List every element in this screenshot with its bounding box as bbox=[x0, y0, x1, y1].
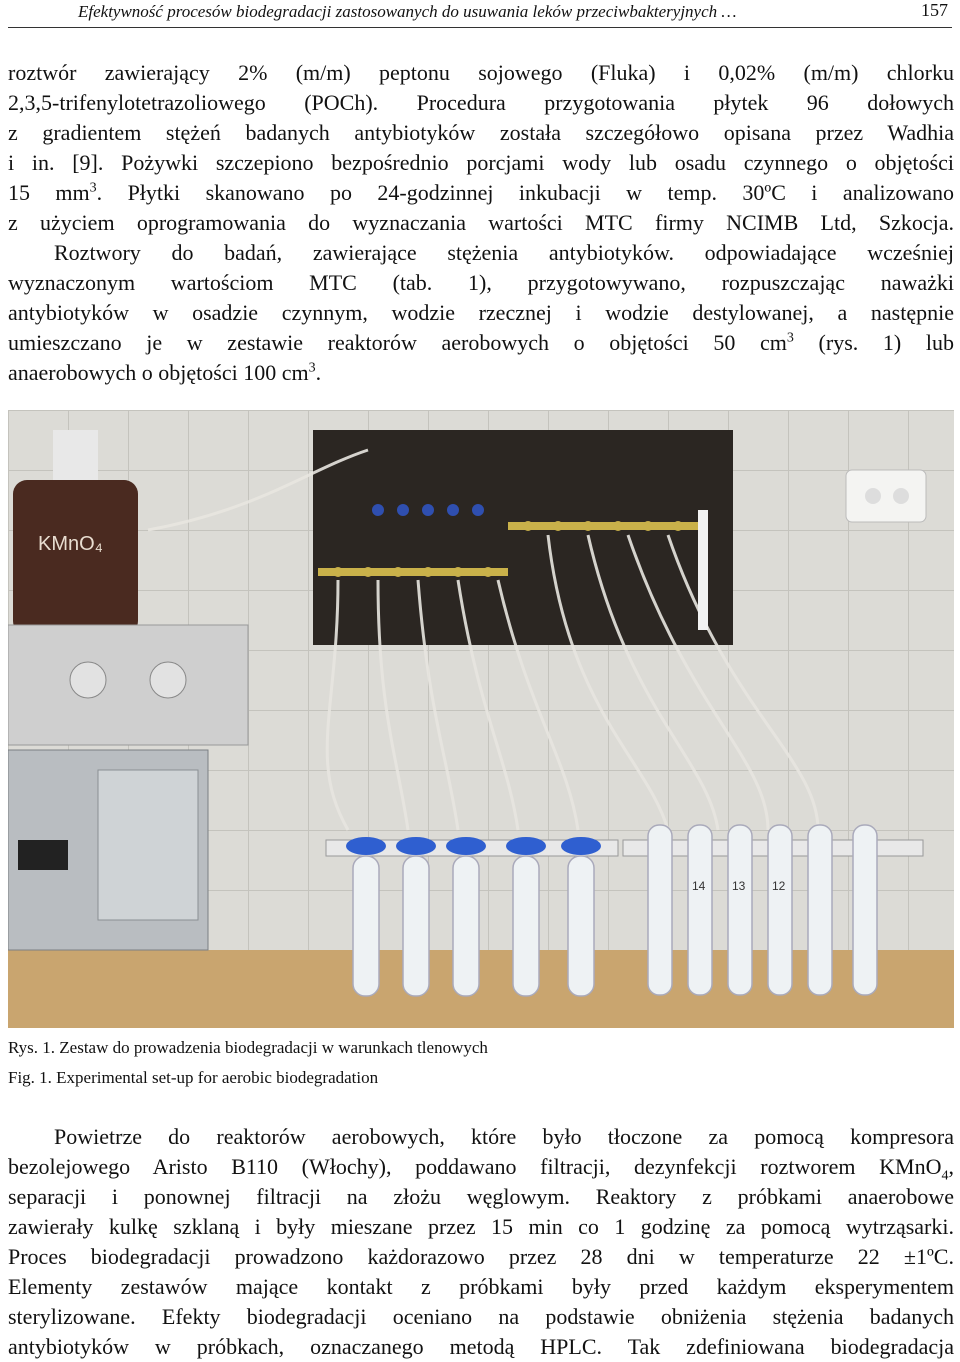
figure-caption-en: Fig. 1. Experimental set-up for aerobic biodegradation bbox=[8, 1068, 379, 1087]
text-line: roztwór zawierający 2% (m/m) peptonu sojowego (Fluka) i 0,02% (m/m) chlorku bbox=[8, 60, 954, 85]
text-line: sterylizowane. Efekty biodegradacji oceniano na podstawie obniżenia stężenia badanych bbox=[8, 1304, 954, 1329]
figure-caption-pl: Rys. 1. Zestaw do prowadzenia biodegradacji w warunkach tlenowych bbox=[8, 1038, 488, 1057]
tube-number: 14 bbox=[692, 879, 706, 893]
text-line: 15 $mm^3$. Płytki skanowano po 24-godzinnej inkubacji w temp. 30ºC i analizowano bbox=[8, 180, 954, 205]
text-line: Powietrze do reaktorów aerobowych, które było tłoczone za pomocą kompresora bbox=[54, 1124, 954, 1149]
thermometer bbox=[698, 510, 708, 630]
text-line: anaerobowych o objętości 100 $cm^3$. bbox=[8, 360, 322, 385]
kmno4-bottle bbox=[13, 480, 138, 635]
text-line: wyznaczonym wartościom MTC (tab. 1), przygotowywano, rozpuszczając naważki bbox=[8, 270, 954, 295]
text-line: antybiotyków w próbkach, oznaczanego metodą HPLC. Tak zdefiniowana biodegradacja bbox=[8, 1334, 954, 1359]
text-line: i in. [9]. Pożywki szczepiono bezpośrednio porcjami wody lub osadu czynnego o objętości bbox=[8, 150, 954, 175]
text-line: z użyciem oprogramowania do wyznaczania wartości MTC firmy NCIMB Ltd, Szkocja. bbox=[8, 210, 954, 235]
text-line: 2,3,5-trifenylotetrazoliowego (POCh). Procedura przygotowania płytek 96 dołowych bbox=[8, 90, 954, 115]
compressor-panel bbox=[8, 625, 248, 745]
text-line: Elementy zestawów mające kontakt z próbkami były przed każdym eksperymentem bbox=[8, 1274, 954, 1299]
text-line: Proces biodegradacji prowadzono każdorazowo przez 28 dni w temperaturze 22 ±1ºC. bbox=[8, 1244, 954, 1269]
tube-number: 12 bbox=[772, 879, 786, 893]
text-line: umieszczano je w zestawie reaktorów aerobowych o objętości 50 $cm^3$ (rys. 1) lub bbox=[8, 330, 954, 355]
tube-number: 13 bbox=[732, 879, 746, 893]
text-line: separacji i ponownej filtracji na złożu węglowym. Reaktory z próbkami anaerobowe bbox=[8, 1184, 954, 1209]
text-line: zawierały kulkę szklaną i były mieszane przez 15 min co 1 godzinę za pomocą wytrząsarki. bbox=[8, 1214, 954, 1239]
aerobic-setup-photo bbox=[8, 410, 954, 1028]
wall-outlet bbox=[846, 470, 926, 522]
text-line: z gradientem stężeń badanych antybiotyków została szczegółowo opisana przez Wadhia bbox=[8, 120, 954, 145]
bottle-label: KMnO₄ bbox=[38, 533, 103, 555]
running-title: Efektywność procesów biodegradacji zastosowanych do usuwania leków przeciwbakteryjnych … bbox=[78, 2, 737, 21]
text-line: antybiotyków w osadzie czynnym, wodzie rzecznej i wodzie destylowanej, a następnie bbox=[8, 300, 954, 325]
paragraph-procedure bbox=[8, 1122, 954, 1362]
bottle-cap bbox=[53, 430, 98, 480]
text-line: bezolejowego Aristo B110 (Włochy), poddawano filtracji, dezynfekcji roztworem KMnO$_4$, bbox=[8, 1154, 954, 1184]
paragraph-methods bbox=[8, 58, 954, 388]
running-header bbox=[8, 0, 952, 28]
page-number: 157 bbox=[921, 0, 948, 20]
incubator-display bbox=[18, 840, 68, 870]
text-line: Roztwory do badań, zawierające stężenia antybiotyków. odpowiadające wcześniej bbox=[54, 240, 954, 265]
